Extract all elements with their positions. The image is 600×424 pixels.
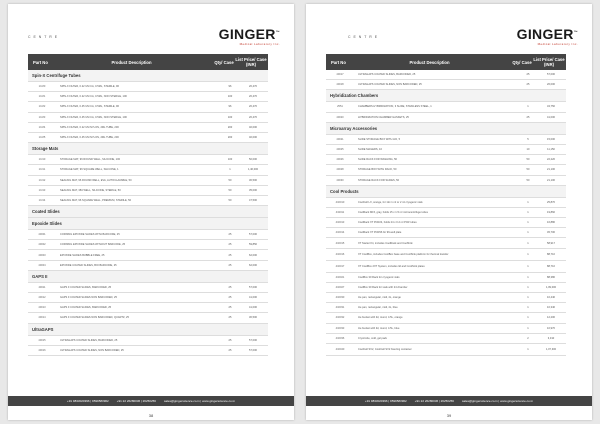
table-row: [28, 133, 268, 143]
cell-price: 21,100: [547, 168, 555, 172]
page-header: [326, 22, 586, 52]
footer-phone: +91 22 26280036 | 26250256: [414, 399, 454, 403]
cell-qty: 2: [527, 336, 529, 340]
cell-description: SPIN-X FILTER, 0.45 UM NYLON, 2ML TUBE, 200: [60, 136, 119, 140]
cell-description: HYBRIDIZATION CHAMBER GASKETS, 25: [358, 115, 409, 119]
cell-description: CoolCell SV2, CoolCell SV2 freezing container: [358, 347, 412, 351]
table-row: [326, 218, 566, 228]
table-row: [326, 113, 566, 123]
cell-description: Ice bucket with lid, round, 4.5L, blue: [358, 326, 400, 330]
cell-qty: 1: [527, 210, 529, 214]
cell-price: 26,000: [547, 83, 555, 87]
cell-part-no: 432033: [335, 326, 345, 330]
cell-description: CoolBox 30 Rack for cryogenic vials: [358, 275, 400, 279]
section-tag: C E N T R E: [28, 35, 59, 39]
col-part-no: Part No: [331, 59, 346, 65]
cell-part-no: 40002: [38, 243, 46, 247]
section-tag: C E N T R E: [348, 35, 379, 39]
cell-part-no: 40017: [336, 73, 344, 77]
cell-description: CoolRack XT PCR96 for 96-well plate: [358, 231, 402, 235]
cell-description: XT CoolBox 2XT System, includes lid and CoolSink plates: [358, 264, 425, 268]
brand-logo: [517, 26, 578, 42]
table-header: [326, 54, 566, 70]
cell-qty: 100: [227, 95, 233, 99]
cell-price: 15,000: [547, 137, 555, 141]
cell-price: 41,000: [249, 296, 257, 300]
cell-part-no: 432014: [335, 231, 345, 235]
cell-part-no: 432036: [335, 336, 345, 340]
brand-tagline: Medical Laboratory Inc.: [537, 42, 578, 46]
cell-part-no: 432015: [335, 241, 345, 245]
cell-qty: 25: [526, 83, 530, 87]
cell-qty: 96: [228, 85, 232, 89]
cell-description: SPIN-X FILTER, 0.22 UM NYLON, 2ML TUBE, 200: [60, 125, 119, 129]
table-row: [28, 283, 268, 293]
table-header: [28, 54, 268, 70]
cell-part-no: 432013: [335, 221, 345, 225]
table-row: [28, 313, 268, 323]
section-heading: Cool Products: [326, 186, 566, 198]
cell-description: STORAGE MAT, 96 SQUARE WELL, SILICONE, 1: [60, 168, 119, 172]
cell-price: 88,380: [547, 275, 555, 279]
cell-price: 59,850: [249, 243, 257, 247]
cell-part-no: 10-85: [38, 136, 46, 140]
cell-price: 30,500: [249, 316, 257, 320]
section-heading: GAPS II: [28, 271, 268, 283]
cell-price: 57,000: [249, 348, 257, 352]
cell-qty: 5: [527, 137, 529, 141]
catalog-page-left: [8, 4, 294, 420]
section-heading: Microarray Accessories: [326, 123, 566, 135]
brand-trademark: ™: [573, 29, 578, 35]
table-row: [326, 249, 566, 261]
cell-description: SEALING MAT, 384 WELL, SILICONE, STERILE, 50: [60, 188, 121, 192]
cell-qty: 25: [228, 296, 232, 300]
table-row: [28, 186, 268, 196]
cell-price: 57,000: [249, 338, 257, 342]
cell-price: 1,07,300: [545, 347, 557, 351]
cell-qty: 1: [527, 275, 529, 279]
cell-part-no: 40013: [38, 306, 46, 310]
table-row: [326, 176, 566, 186]
cell-qty: 1: [527, 221, 529, 225]
brand-trademark: ™: [275, 29, 280, 35]
cell-price: 20,470: [249, 105, 257, 109]
cell-qty: 50: [228, 198, 232, 202]
table-row: [326, 135, 566, 145]
cell-price: 12,200: [547, 316, 555, 320]
cell-qty: 25: [526, 73, 530, 77]
table-row: [326, 334, 566, 344]
cell-qty: 25: [228, 306, 232, 310]
cell-description: SPIN-X FILTER, 0.22 UM CA, 0.5ML, STERILE, 96: [60, 85, 119, 89]
cell-description: Ice pan, rectangular, midi, 4L, blue: [358, 306, 398, 310]
table-row: [326, 228, 566, 238]
cell-price: 62,000: [249, 263, 257, 267]
table-row: [326, 198, 566, 208]
table-row: [28, 230, 268, 240]
catalog-page-right: [306, 4, 592, 420]
cell-part-no: 10-81: [38, 95, 46, 99]
cell-description: EPOXIDE SLIDES BUBBLE FREE, 25: [60, 253, 105, 257]
cell-description: GAPS II COATED SLIDES, BARCODED, 25: [60, 306, 112, 310]
cell-qty: 25: [228, 316, 232, 320]
brand-name: GINGER: [218, 26, 276, 42]
cell-qty: 1: [527, 105, 529, 109]
cell-price: 62,000: [249, 253, 257, 257]
cell-description: CoolRack M15, gray, holds 15 x 1.5 ml microcentrifuge tubes: [358, 210, 428, 214]
cell-part-no: 10-94: [38, 198, 46, 202]
cell-qty: 1: [527, 306, 529, 310]
footer-contact: +91 9833020396 | 9599583962: [364, 399, 407, 403]
cell-qty: 50: [228, 178, 232, 182]
table-row: [28, 293, 268, 303]
cell-part-no: 2551: [337, 105, 343, 109]
cell-price: 50,000: [249, 158, 257, 162]
cell-description: SPIN-X FILTER, 0.22 UM CA, 0.5ML, NON STERILE, 100: [60, 95, 127, 99]
cell-qty: 25: [228, 253, 232, 257]
cell-part-no: 40012: [38, 296, 46, 300]
footer-email: sales@gingerscience.co.in | www.gingerscience.co.in: [461, 399, 533, 403]
cell-price: 21,100: [547, 178, 555, 182]
table-row: [28, 261, 268, 271]
cell-part-no: 10-93: [38, 188, 46, 192]
cell-description: CORNING EPOXIDE SLIDES WITHOUT BARCODE, 25: [60, 243, 126, 247]
section-heading: Coated Slides: [28, 206, 268, 218]
cell-qty: 1: [527, 241, 529, 245]
table-row: [326, 324, 566, 334]
cell-description: STORAGE MAT, 96 ROUND WELL, SILICONE, 100: [60, 158, 121, 162]
cell-price: 57,000: [249, 233, 257, 237]
cell-description: Ice pan, rectangular, midi, 4L, orange: [358, 296, 401, 300]
cell-qty: 25: [228, 263, 232, 267]
cell-part-no: 432030: [335, 296, 345, 300]
page-footer: [8, 396, 294, 406]
cell-qty: 1: [527, 296, 529, 300]
cell-part-no: 40016: [38, 348, 46, 352]
cell-price: 22,220: [547, 158, 555, 162]
cell-price: 20,470: [249, 115, 257, 119]
cell-part-no: 432010: [335, 200, 345, 204]
cell-part-no: 10-82: [38, 105, 46, 109]
cell-part-no: 432016: [335, 252, 345, 256]
col-description: Product Description: [409, 59, 450, 65]
cell-price: 19,860: [547, 210, 555, 214]
cell-part-no: 10-90: [38, 158, 46, 162]
table-row: [326, 70, 566, 80]
footer-email: sales@gingerscience.co.in | www.gingerscience.co.in: [163, 399, 235, 403]
page-footer: [306, 396, 592, 406]
cell-price: 34,750: [547, 105, 555, 109]
cell-qty: 1: [527, 231, 529, 235]
cell-price: 10,970: [547, 326, 555, 330]
cell-price: 88,710: [547, 264, 555, 268]
cell-qty: 25: [228, 233, 232, 237]
cell-part-no: 40021: [336, 137, 344, 141]
col-qty: Qty/ Case: [214, 59, 234, 65]
table-row: [326, 283, 566, 293]
cell-price: 25,870: [547, 200, 555, 204]
cell-price: 40,000: [249, 136, 257, 140]
cell-part-no: 432031: [335, 306, 345, 310]
cell-description: GAPS II COATED SLIDES NON BARCODED, 25: [60, 296, 117, 300]
cell-description: ULTRAGAPS COATED SLIDES, BARCODED, 25: [358, 73, 416, 77]
cell-part-no: 40018: [336, 83, 344, 87]
cell-description: CoolBox 30 Rack for vials with 24 chamber: [358, 285, 408, 289]
section-heading: UltraGAPS: [28, 324, 268, 336]
col-price: List Price/ Case (INR): [533, 57, 565, 67]
cell-price: 10,440: [547, 296, 555, 300]
cell-qty: 25: [228, 285, 232, 289]
footer-contact: +91 9833020396 | 9599583962: [66, 399, 109, 403]
cell-qty: 1: [527, 316, 529, 320]
cell-part-no: 10-80: [38, 85, 46, 89]
cell-qty: 1: [527, 326, 529, 330]
table-row: [28, 176, 268, 186]
cell-price: 45,700: [547, 231, 555, 235]
cell-qty: 50: [228, 188, 232, 192]
cell-description: SLIDE MAILERS, 10: [358, 148, 382, 152]
cell-price: 57,000: [547, 73, 555, 77]
cell-qty: 10: [526, 148, 530, 152]
cell-description: CoolRack XT PCR24, holds 24 x 0.2 ml PCR tubes: [358, 221, 417, 225]
cell-price: 35,000: [249, 188, 257, 192]
cell-part-no: 40014: [38, 316, 46, 320]
footer-phone: +91 22 26280036 | 26250256: [116, 399, 156, 403]
cell-price: 57,000: [249, 285, 257, 289]
cell-qty: 25: [228, 338, 232, 342]
cell-qty: 25: [228, 348, 232, 352]
section-heading: Epoxide Slides: [28, 218, 268, 230]
cell-part-no: 40030: [336, 178, 344, 182]
cell-qty: 96: [228, 105, 232, 109]
cell-description: ULTRAGAPS COATED SLIDES, NON BARCODED, 25: [358, 83, 422, 87]
cell-price: 16,880: [547, 221, 555, 225]
cell-description: SEALING MAT, 96 ROUND WELL, EVA, AUTOCLAVABLE, 50: [60, 178, 132, 182]
cell-price: 20,470: [249, 85, 257, 89]
cell-description: ULTRAGAPS COATED SLIDES, BARCODED, 25: [60, 338, 118, 342]
cell-description: CORNING EPOXIDE SLIDES WITH BARCODE, 25: [60, 233, 120, 237]
cell-description: EPOXIDE COATED SLIDES, BIO BARCODE, 25: [60, 263, 117, 267]
cell-part-no: 432027: [335, 285, 345, 289]
cell-description: ULTRAGAPS COATED SLIDES, NON BARCODED, 25: [60, 348, 124, 352]
cell-price: 11,150: [547, 148, 555, 152]
table-row: [28, 303, 268, 313]
cell-description: STORAGE BOX WITH RACK, 50: [358, 168, 397, 172]
cell-price: 47,500: [249, 198, 257, 202]
cell-description: CoolCell LX, orange, for 12x 1 ml or 2 ml cryogenic vials: [358, 200, 423, 204]
cell-part-no: 40003: [38, 253, 46, 257]
cell-description: SLIDE RACK FOR WASHING, 50: [358, 158, 397, 162]
table-row: [28, 240, 268, 250]
cell-qty: 200: [227, 136, 233, 140]
cell-part-no: 432040: [335, 347, 345, 351]
cell-price: 41,000: [249, 306, 257, 310]
cell-description: GAPS II COATED SLIDES NON BARCODED, QUARTZ, 25: [60, 316, 129, 320]
cell-description: XT Starter Kit, includes CoolRack and CoolSink: [358, 241, 413, 245]
cell-qty: 1: [527, 285, 529, 289]
cell-description: CryoCube, cold, gel pack: [358, 336, 387, 340]
table-row: [326, 261, 566, 273]
col-price: List Price/ Case (INR): [235, 57, 267, 67]
col-qty: Qty/ Case: [512, 59, 532, 65]
table-row: [28, 123, 268, 133]
cell-price: 40,000: [249, 125, 257, 129]
cell-qty: 25: [526, 115, 530, 119]
table-body: [326, 70, 566, 356]
table-row: [28, 113, 268, 123]
brand-tagline: Medical Laboratory Inc.: [239, 42, 280, 46]
table-row: [28, 336, 268, 346]
cell-qty: 100: [227, 115, 233, 119]
page-header: [28, 22, 288, 52]
cell-price: 30,500: [249, 178, 257, 182]
cell-qty: 50: [526, 168, 530, 172]
cell-qty: 50: [526, 178, 530, 182]
table-row: [28, 196, 268, 206]
cell-part-no: 10-91: [38, 168, 46, 172]
page-number: 38: [148, 413, 154, 418]
cell-price: 10,340: [547, 306, 555, 310]
cell-price: 88,710: [547, 252, 555, 256]
col-part-no: Part No: [33, 59, 48, 65]
cell-description: CHAMBERS HYBRIDIZATION, 3 SLIDE, STAINLESS STEEL, 1: [358, 105, 432, 109]
cell-qty: 100: [227, 158, 233, 162]
cell-description: GAPS II COATED SLIDES, BARCODED, 25: [60, 285, 112, 289]
cell-part-no: 40026: [336, 158, 344, 162]
brand-logo: [219, 26, 280, 42]
cell-qty: 25: [228, 243, 232, 247]
page-number: 39: [446, 413, 452, 418]
table-row: [28, 250, 268, 260]
table-row: [28, 346, 268, 356]
cell-price: 41,000: [547, 115, 555, 119]
product-table: [326, 54, 566, 356]
table-row: [28, 155, 268, 165]
table-row: [326, 165, 566, 175]
cell-part-no: 40011: [38, 285, 46, 289]
cell-part-no: 40020: [336, 115, 344, 119]
cell-part-no: 10-92: [38, 178, 46, 182]
table-row: [326, 102, 566, 112]
cell-description: Ice bucket with lid, round, 4.5L, orange: [358, 316, 403, 320]
table-row: [28, 92, 268, 102]
table-row: [326, 80, 566, 90]
cell-qty: 1: [527, 347, 529, 351]
cell-qty: 1: [229, 168, 231, 172]
cell-part-no: 40015: [38, 338, 46, 342]
table-row: [326, 155, 566, 165]
cell-description: XT CoolBox, includes CoolBox base and CoolSink platform for thermal transfer: [358, 252, 449, 256]
cell-qty: 200: [227, 125, 233, 129]
table-row: [28, 102, 268, 112]
cell-description: SPIN-X FILTER, 0.45 UM CA, 0.5ML, STERILE, 96: [60, 105, 119, 109]
brand-name: GINGER: [516, 26, 574, 42]
cell-price: 1,09,000: [545, 285, 557, 289]
cell-description: SLIDE STORAGE BOX WITH LID, 5: [358, 137, 401, 141]
cell-part-no: 10-84: [38, 125, 46, 129]
cell-part-no: 432021: [335, 275, 345, 279]
section-heading: Spin-X Centrifuge Tubes: [28, 70, 268, 82]
cell-qty: 50: [526, 158, 530, 162]
table-row: [326, 313, 566, 323]
cell-price: 1,46,000: [247, 168, 259, 172]
table-row: [326, 145, 566, 155]
table-row: [326, 238, 566, 248]
table-row: [28, 165, 268, 175]
cell-part-no: 40028: [336, 168, 344, 172]
cell-qty: 1: [527, 200, 529, 204]
table-row: [326, 344, 566, 356]
table-row: [326, 273, 566, 283]
cell-description: SPIN-X FILTER, 0.45 UM CA, 0.5ML, NON STERILE, 100: [60, 115, 127, 119]
cell-part-no: 40025: [336, 148, 344, 152]
table-row: [326, 303, 566, 313]
table-row: [28, 82, 268, 92]
section-heading: Hybridization Chambers: [326, 90, 566, 102]
cell-part-no: 432032: [335, 316, 345, 320]
cell-part-no: 432011: [335, 210, 345, 214]
cell-qty: 1: [527, 252, 529, 256]
cell-price: 58,917: [547, 241, 555, 245]
cell-part-no: 432017: [335, 264, 345, 268]
cell-part-no: 10-83: [38, 115, 46, 119]
table-row: [326, 208, 566, 218]
cell-description: SEALING MAT, 96 SQUARE WELL, PREMIUM, STERILE, 50: [60, 198, 132, 202]
cell-part-no: 40004: [38, 263, 46, 267]
table-row: [326, 293, 566, 303]
cell-qty: 1: [527, 264, 529, 268]
cell-description: STORAGE RACK FOR SLIDES, 50: [358, 178, 400, 182]
table-body: [28, 70, 268, 356]
cell-price: 3,310: [547, 336, 555, 340]
cell-part-no: 40001: [38, 233, 46, 237]
cell-price: 20,470: [249, 95, 257, 99]
col-description: Product Description: [111, 59, 152, 65]
section-heading: Storage Mats: [28, 143, 268, 155]
product-table: [28, 54, 268, 356]
